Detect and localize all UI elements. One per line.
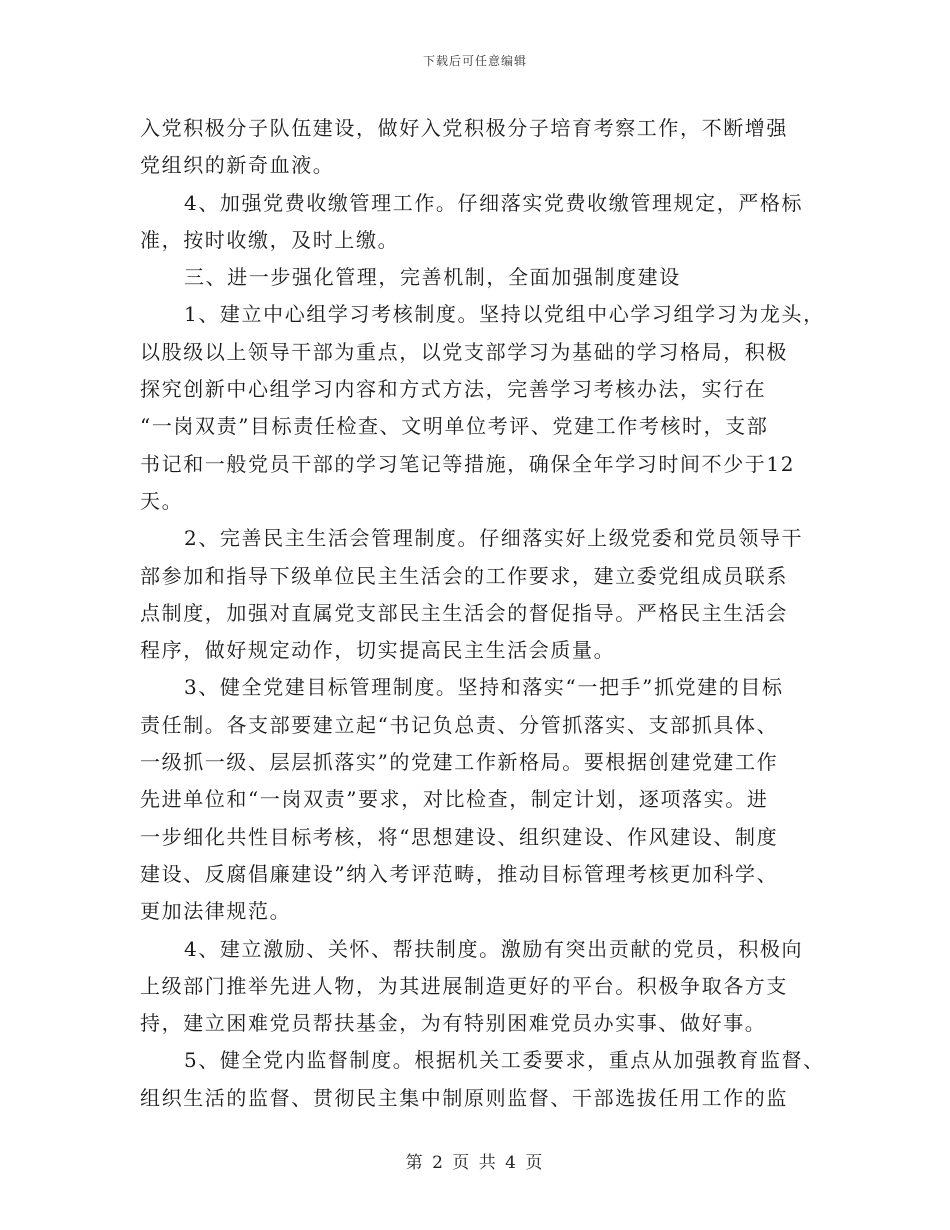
paragraph-line: 一步细化共性目标考核，将“思想建设、组织建设、作风建设、制度: [140, 824, 779, 849]
paragraph-line: 探究创新中心组学习内容和方式方法，完善学习考核办法，实行在: [140, 377, 767, 402]
paragraph-line: 部参加和指导下级单位民主生活会的工作要求，建立委党组成员联系: [140, 563, 788, 588]
paragraph-line: 程序，做好规定动作，切实提高民主生活会质量。: [140, 638, 616, 663]
paragraph-line: 准，按时收缴，及时上缴。: [140, 227, 400, 252]
paragraph-line: 3、健全党建目标管理制度。坚持和落实“一把手”抓党建的目标: [184, 675, 784, 700]
paragraph-line: 持，建立困难党员帮扶基金，为有特别困难党员办实事、做好事。: [140, 1011, 767, 1036]
paragraph-line: 责任制。各支部要建立起“书记负总责、分管抓落实、支部抓具体、: [140, 712, 779, 737]
document-body: [140, 110, 825, 1117]
paragraph-line: 先进单位和“一岗双责”要求，对比检查，制定计划，逐项落实。进: [140, 787, 769, 812]
paragraph-line: 上级部门推举先进人物，为其进展制造更好的平台。积极争取各方支: [140, 973, 788, 998]
paragraph-line: 入党积极分子队伍建设，做好入党积极分子培育考察工作，不断增强: [140, 116, 788, 140]
paragraph-line: 一级抓一级、层层抓落实”的党建工作新格局。要根据创建党建工作: [140, 750, 779, 775]
paragraph-line: 点制度，加强对直属党支部民主生活会的督促指导。严格民主生活会: [140, 600, 788, 625]
paragraph-line: 以股级以上领导干部为重点，以党支部学习为基础的学习格局，积极: [140, 339, 788, 364]
paragraph-line: 5、健全党内监督制度。根据机关工委要求，重点从加强教育监督、: [184, 1048, 825, 1073]
paragraph-line: 4、建立激励、关怀、帮扶制度。激励有突出贡献的党员，积极向: [184, 936, 804, 961]
paragraph-line: 更加法律规范。: [140, 899, 292, 924]
paragraph-line: “一岗双责”目标责任检查、文明单位考评、党建工作考核时，支部: [140, 414, 769, 439]
paragraph-line: 2、完善民主生活会管理制度。仔细落实好上级党委和党员领导干: [184, 526, 804, 551]
page-number-footer: 第 2 页 共 4 页: [405, 1153, 545, 1173]
paragraph-line: 建设、反腐倡廉建设”纳入考评范畴，推动目标管理考核更加科学、: [140, 861, 779, 886]
paragraph-line: 1、建立中心组学习考核制度。坚持以党组中心学习组学习为龙头，: [184, 302, 825, 327]
page-header-note: 下载后可任意编辑: [422, 54, 527, 68]
paragraph-line: 三、进一步强化管理，完善机制，全面加强制度建设: [184, 265, 681, 290]
paragraph-line: 4、加强党费收缴管理工作。仔细落实党费收缴管理规定，严格标: [184, 190, 804, 215]
paragraph-line: 书记和一般党员干部的学习笔记等措施，确保全年学习时间不少于12: [140, 451, 796, 476]
paragraph-line: 组织生活的监督、贯彻民主集中制原则监督、干部选拔任用工作的监: [140, 1085, 788, 1110]
paragraph-line: 党组织的新奇血液。: [140, 153, 335, 178]
paragraph-line: 天。: [140, 488, 184, 513]
